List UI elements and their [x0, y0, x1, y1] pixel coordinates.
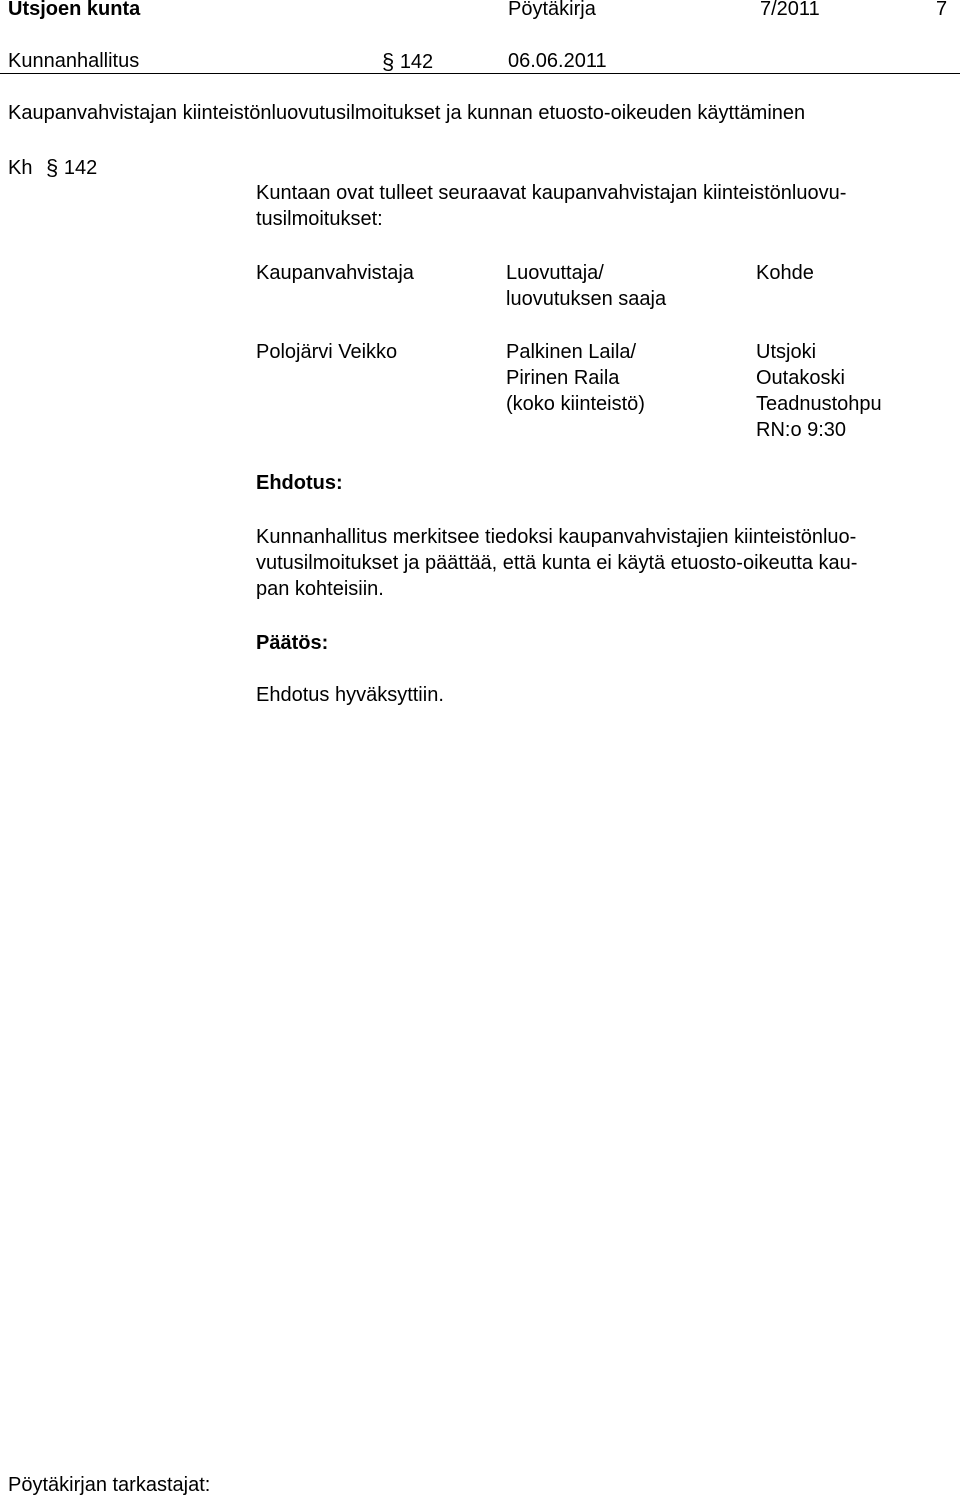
proposal-line-2: vutusilmoitukset ja päättää, että kunta ei käytä etuosto-oikeutta kau-: [256, 552, 858, 574]
intro-line-2: tusilmoitukset:: [256, 208, 383, 230]
row-luovuttaja-2: Pirinen Raila: [506, 367, 620, 389]
intro-line-1: Kuntaan ovat tulleet seuraavat kaupanvahvistajan kiinteistönluovu-: [256, 182, 847, 204]
page-title: Kaupanvahvistajan kiinteistönluovutusilmoitukset ja kunnan etuosto-oikeuden käyttäminen: [8, 102, 806, 124]
row-kohde-3: Teadnustohpu: [756, 393, 882, 415]
section-number-value: 142: [399, 51, 434, 73]
decision-text: Ehdotus hyväksyttiin.: [256, 684, 444, 706]
proposal-line-3: pan kohteisiin.: [256, 578, 384, 600]
section-ref-number: 142: [63, 157, 98, 179]
document-type: Pöytäkirja: [508, 0, 596, 20]
col-header-luovuttaja-2: luovutuksen saaja: [506, 288, 667, 310]
row-kohde-4: RN:o 9:30: [756, 419, 847, 441]
section-symbol: §: [382, 49, 395, 74]
page-number: 7: [936, 0, 948, 20]
section-reference: [8, 154, 97, 181]
row-luovuttaja-1: Palkinen Laila/: [506, 341, 637, 363]
section-ref-symbol: §: [46, 155, 59, 180]
col-header-luovuttaja-1: Luovuttaja/: [506, 262, 604, 284]
section-number: [382, 48, 433, 75]
section-prefix: Kh: [8, 157, 33, 179]
row-luovuttaja-3: (koko kiinteistö): [506, 393, 645, 415]
decision-heading: Päätös:: [256, 632, 329, 654]
footer-checkers-label: Pöytäkirjan tarkastajat:: [8, 1474, 211, 1496]
col-header-kohde: Kohde: [756, 262, 814, 284]
municipality-name: Utsjoen kunta: [8, 0, 141, 20]
proposal-line-1: Kunnanhallitus merkitsee tiedoksi kaupanvahvistajien kiinteistönluo-: [256, 526, 857, 548]
document-number: 7/2011: [760, 0, 820, 20]
row-kohde-1: Utsjoki: [756, 341, 817, 363]
proposal-heading: Ehdotus:: [256, 472, 343, 494]
meeting-date: 06.06.2011: [508, 50, 607, 72]
row-vahvistaja: Polojärvi Veikko: [256, 341, 398, 363]
governing-body: Kunnanhallitus: [8, 50, 140, 72]
header-divider: [0, 73, 960, 74]
col-header-vahvistaja: Kaupanvahvistaja: [256, 262, 414, 284]
row-kohde-2: Outakoski: [756, 367, 845, 389]
